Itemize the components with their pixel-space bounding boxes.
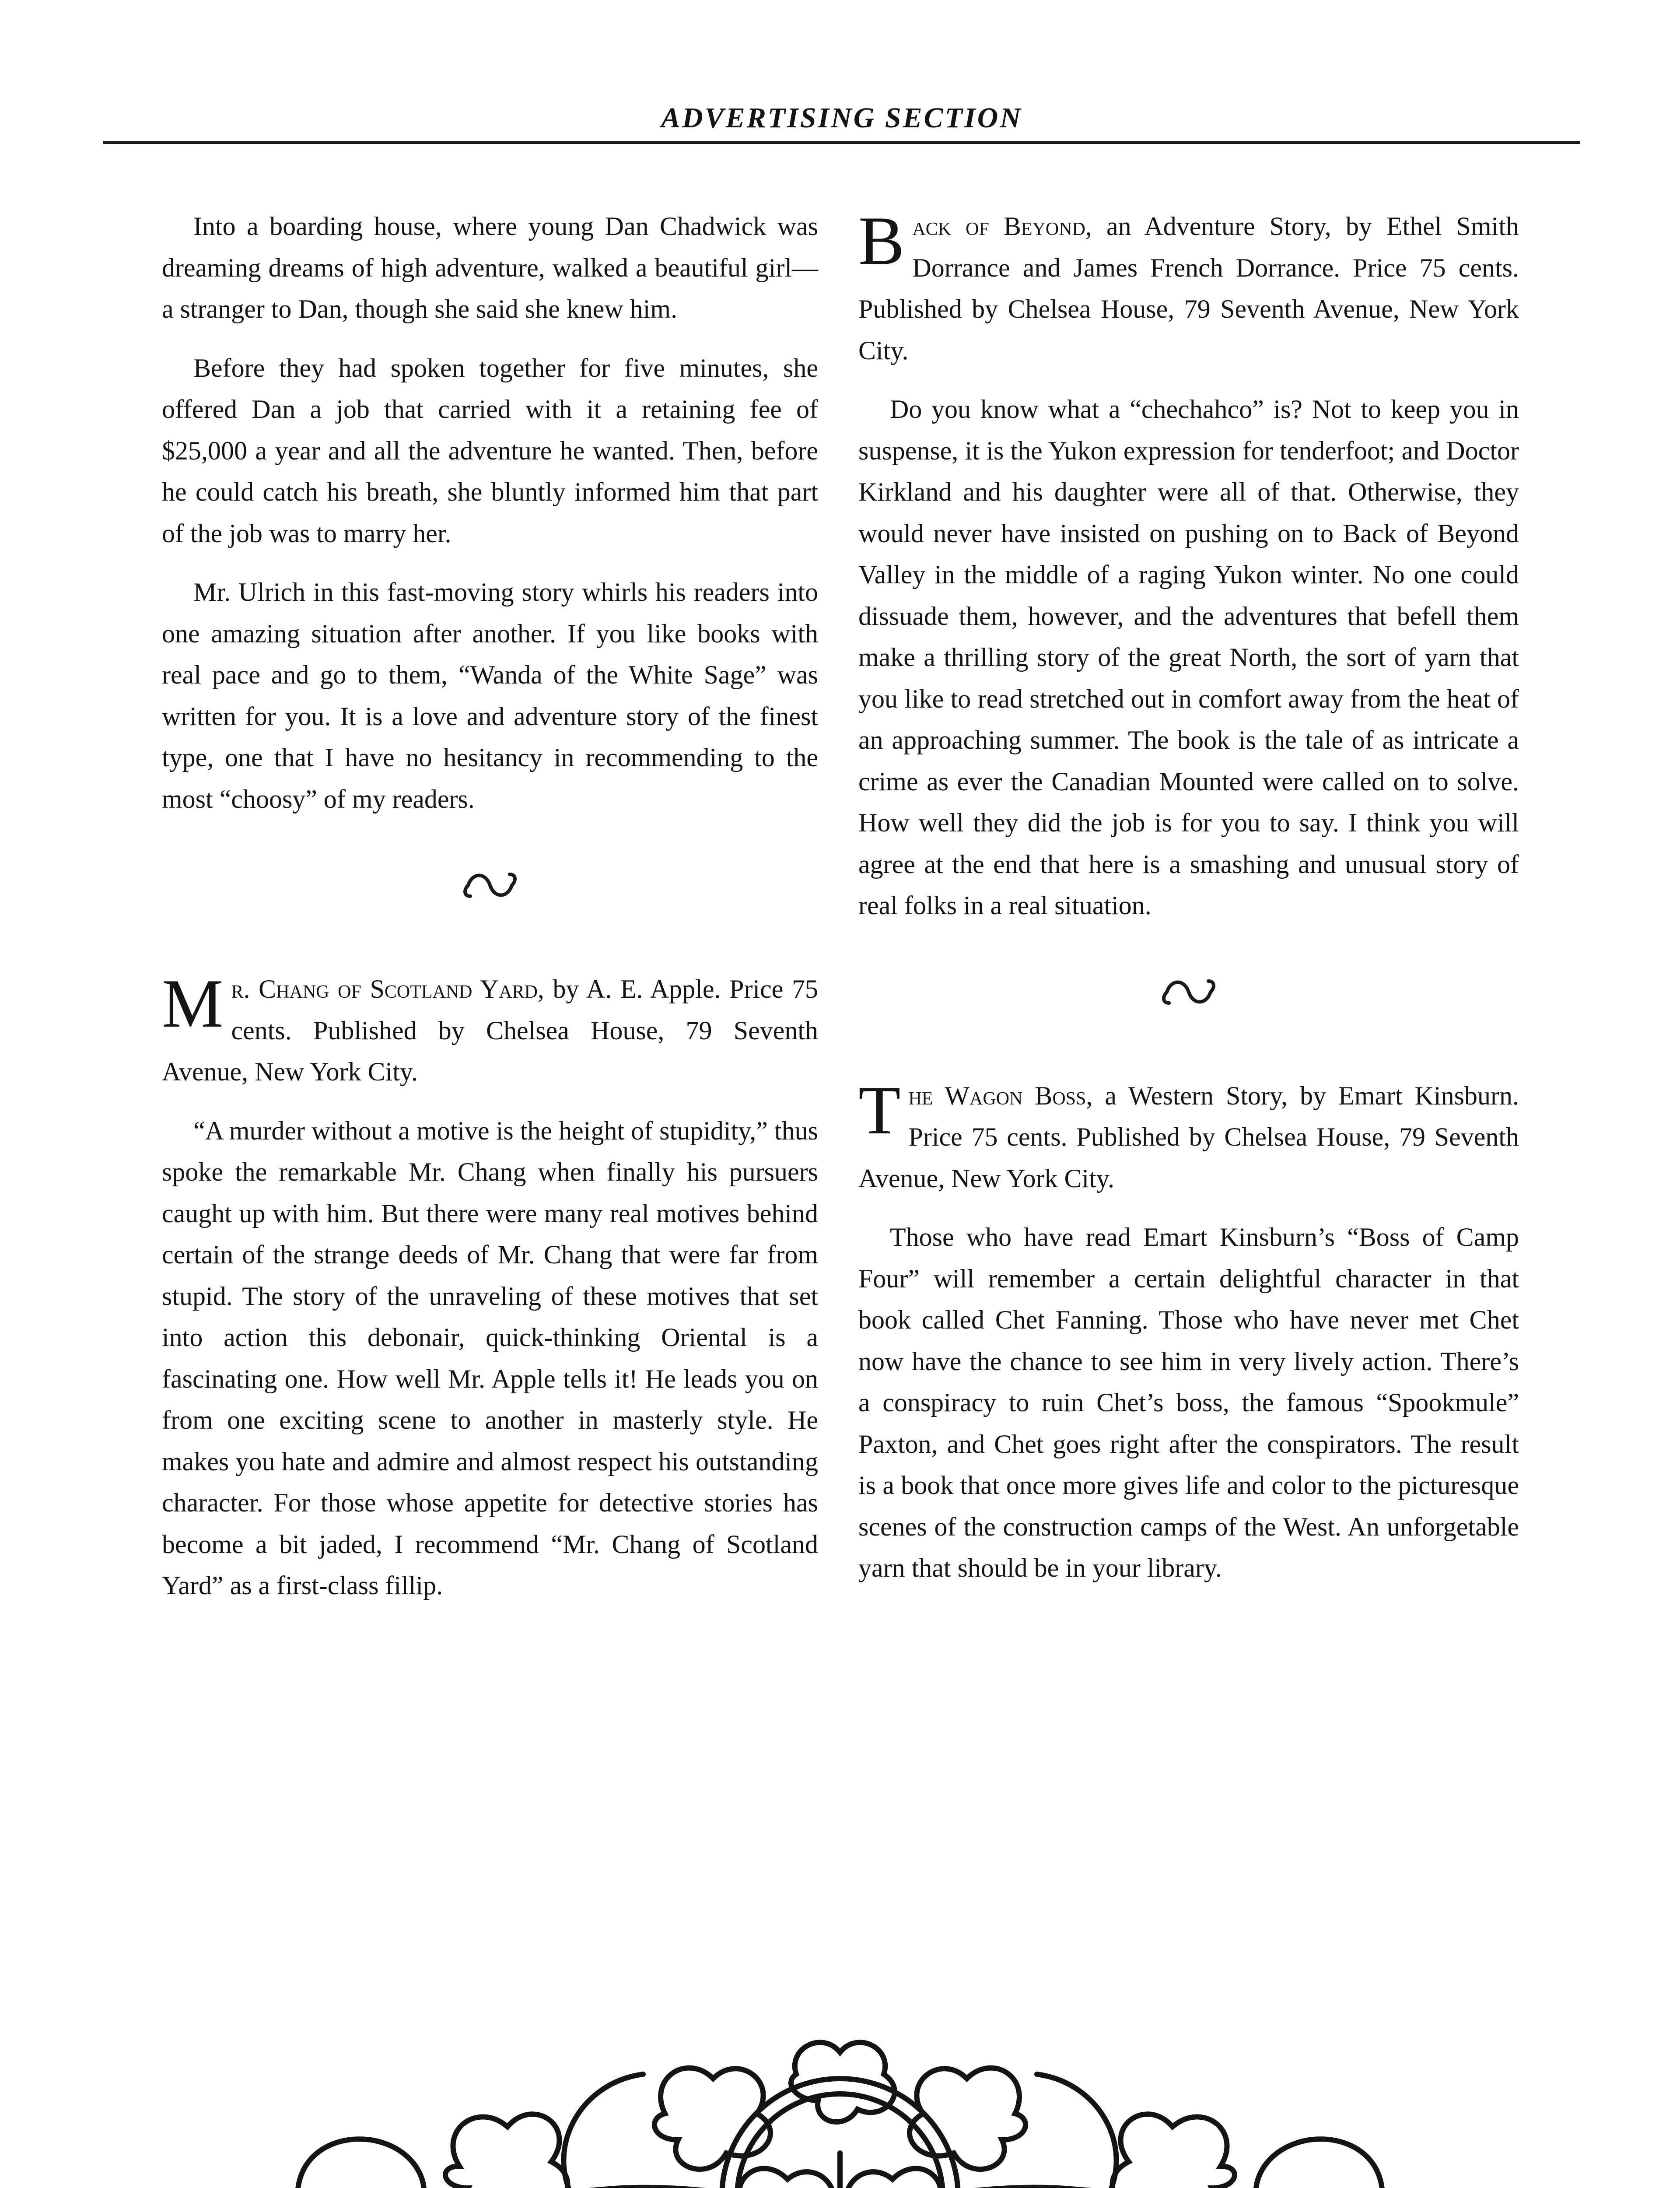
intro-paragraph-3: Mr. Ulrich in this fast-moving story whirls his readers into one amazing situation after another. If you like books with real pace and go to them, “Wanda of the White Sage” was written for you. It is a love and adventure story of the finest type, one that I have no hesitancy in recommending to the most “choosy” of my readers.	[162, 578, 818, 813]
swirl-ornament-icon	[1154, 966, 1224, 1018]
review-wagon-boss-listing	[858, 1072, 1519, 1199]
header-rule	[103, 141, 1580, 144]
section-header: ADVERTISING SECTION	[661, 102, 1023, 134]
book-listing: by A. E. Apple. Price 75 cents. Published by Chelsea House, 79 Seventh Avenue, New York City.	[162, 975, 819, 1086]
book-listing: a Western Story, by Emart Kinsburn. Price 75 cents. Published by Chelsea House, 79 Seventh Avenue, New York City.	[858, 1081, 1519, 1193]
intro-paragraph-1: Into a boarding house, where young Dan Chadwick was dreaming dreams of high adventure, walked a beautiful girl—a stranger to Dan, though she said she knew him.	[162, 212, 818, 323]
drop-cap: T	[858, 1072, 901, 1149]
book-title: r. Chang of Scotland Yard,	[231, 975, 544, 1003]
review-wagon-boss-body: Those who have read Emart Kinsburn’s “Boss of Camp Four” will remember a certain delightful character in that book called Chet Fanning. Those who have never met Chet now have the chance to see him in very lively action. There’s a conspiracy to ruin Chet’s boss, the famous “Spookmule” Paxton, and Chet goes right after the conspirators. The result is a book that once more gives life and color to the picturesque scenes of the construction camps of the West. An unforgetable yarn that should be in your library.	[858, 1223, 1519, 1582]
floral-vine-ornament-icon	[271, 2022, 1409, 2188]
review-back-of-beyond-body: Do you know what a “chechahco” is? Not to keep you in suspense, it is the Yukon expression for tenderfoot; and Doctor Kirkland and his daughter were all of that. Otherwise, they would never have insisted on pushing on to Back of Beyond Valley in the middle of a raging Yukon winter. No one could dissuade them, however, and the adventures that befell them make a thrilling story of the great North, the sort of yarn that you like to read stretched out in comfort away from the heat of an approaching summer. The book is the tale of as intricate a crime as ever the Canadian Mounted were called on to solve. How well they did the job is for you to say. I think you will agree at the end that here is a smashing and unusual story of real folks in a real situation.	[858, 395, 1519, 920]
book-listing: an Adventure Story, by Ethel Smith Dorrance and James French Dorrance. Price 75 cents. Published by Chelsea House, 79 Seventh Avenue, New York City.	[858, 212, 1519, 365]
drop-cap: B	[858, 203, 905, 279]
ornament-divider-right	[858, 966, 1519, 1018]
swirl-ornament-icon	[455, 859, 525, 912]
book-title: he Wagon Boss,	[908, 1081, 1093, 1110]
right-column	[858, 203, 1519, 1606]
review-mr-chang-body: “A murder without a motive is the height of stupidity,” thus spoke the remarkable Mr. Chang when finally his pursuers caught up with him. But there were many real motives behind certain of the strange deeds of Mr. Chang that were far from stupid. The story of the unraveling of these motives that set into action this debonair, quick-thinking Oriental is a fascinating one. How well Mr. Apple tells it! He leads you on from one exciting scene to another in masterly style. He makes you hate and admire and almost respect his outstanding character. For those whose appetite for detective stories has become a bit jaded, I recommend “Mr. Chang of Scotland Yard” as a first-class fillip.	[162, 1116, 818, 1600]
ornament-divider-left	[162, 859, 818, 912]
book-title: ack of Beyond,	[912, 212, 1092, 241]
review-mr-chang-listing	[162, 965, 819, 1093]
review-back-of-beyond-listing	[858, 203, 1519, 371]
drop-cap: M	[162, 965, 224, 1042]
left-column	[162, 206, 818, 1624]
intro-paragraph-2: Before they had spoken together for five minutes, she offered Dan a job that carried with it a retaining fee of $25,000 a year and all the adventure he wanted. Then, before he could catch his breath, she bluntly informed him that part of the job was to marry her.	[162, 353, 818, 548]
